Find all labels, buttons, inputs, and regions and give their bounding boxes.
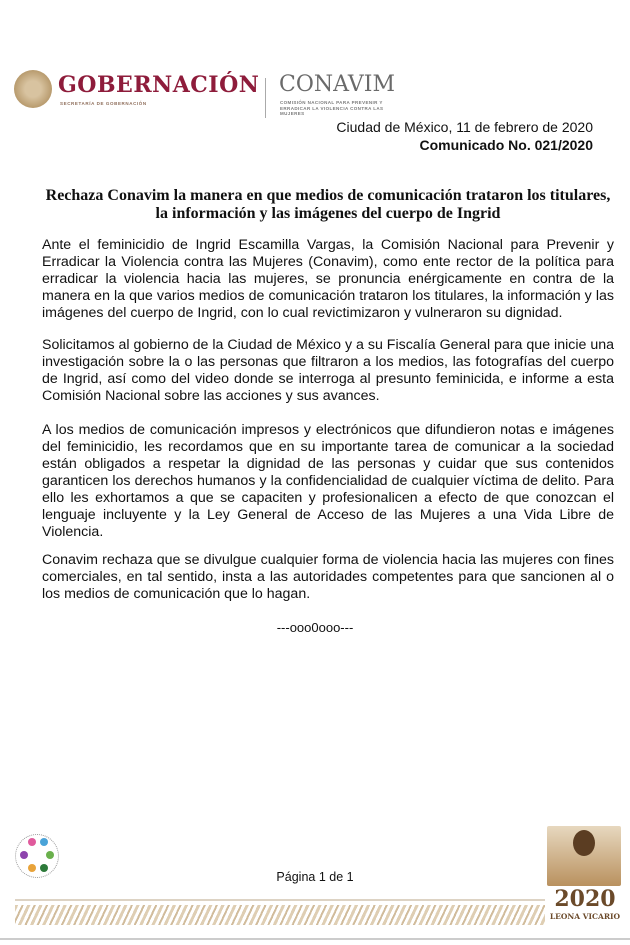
gobernacion-subtitle: SECRETARÍA DE GOBERNACIÓN (60, 101, 147, 106)
portrait-head (573, 830, 595, 856)
footer-year: 2020 (554, 886, 616, 912)
page-edge (0, 938, 630, 940)
document-title: Rechaza Conavim la manera en que medios de comunicación trataron los titulares, la información y las imágenes del cuerpo de Ingrid (45, 187, 611, 222)
document-date: Ciudad de México, 11 de febrero de 2020 (336, 119, 593, 135)
national-seal-logo (14, 70, 52, 108)
footer-rule (15, 899, 545, 901)
paragraph: Ante el feminicidio de Ingrid Escamilla Vargas, la Comisión Nacional para Prevenir y Erradicar la Violencia contra las Mujeres (Conavim), como ente rector de la política para erradicar la violencia hacia las mujeres, se pronuncia enérgicamente en contra de la manera en la que varios medios de comunicación trataron los titulares, la información y las imágenes del cuerpo de Ingrid, con lo cual revictimizaron y vulneraron su dignidad. (42, 237, 614, 321)
paragraph: Conavim rechaza que se divulgue cualquier forma de violencia hacia las mujeres con fines comerciales, en tal sentido, insta a las autoridades competentes para que sancionen al o los medios de comunicación que lo hagan. (42, 552, 614, 602)
conavim-logo-text: CONAVIM (279, 72, 396, 97)
page-number: Página 1 de 1 (276, 870, 354, 884)
communique-number: Comunicado No. 021/2020 (419, 137, 593, 153)
gobernacion-logo-text: GOBERNACIÓN (58, 72, 260, 98)
decorative-pattern-band (15, 905, 545, 925)
paragraph: A los medios de comunicación impresos y electrónicos que difundieron notas e imágenes del feminicidio, les recordamos que en su importante tarea de comunicar a la sociedad están obligados a respetar la dignidad de las personas y cuidar que sus contenidos garanticen los derechos humanos y la confidencialidad de cualquier víctima de delito. Para ello les exhortamos a que se capaciten y profesionalicen a efecto de que conozcan el lenguaje incluyente y la Ley General de Acceso de las Mujeres a una Vida Libre de Violencia. (42, 422, 614, 540)
end-separator: ---ooo0ooo--- (276, 620, 354, 635)
logo-divider (265, 78, 266, 118)
paragraph: Solicitamos al gobierno de la Ciudad de México y a su Fiscalía General para que inicie una investigación sobre la o las personas que filtraron a los medios, las fotografías del cuerpo de Ingrid, así como del video donde se interroga al presunto feminicida, e informe a esta Comisión Nacional sobre las acciones y sus avances. (42, 337, 614, 404)
leona-vicario-label: LEONA VICARIO (549, 912, 621, 921)
conavim-subtitle: COMISIÓN NACIONAL PARA PREVENIR Y ERRADICAR LA VIOLENCIA CONTRA LAS MUJERES (280, 100, 384, 116)
